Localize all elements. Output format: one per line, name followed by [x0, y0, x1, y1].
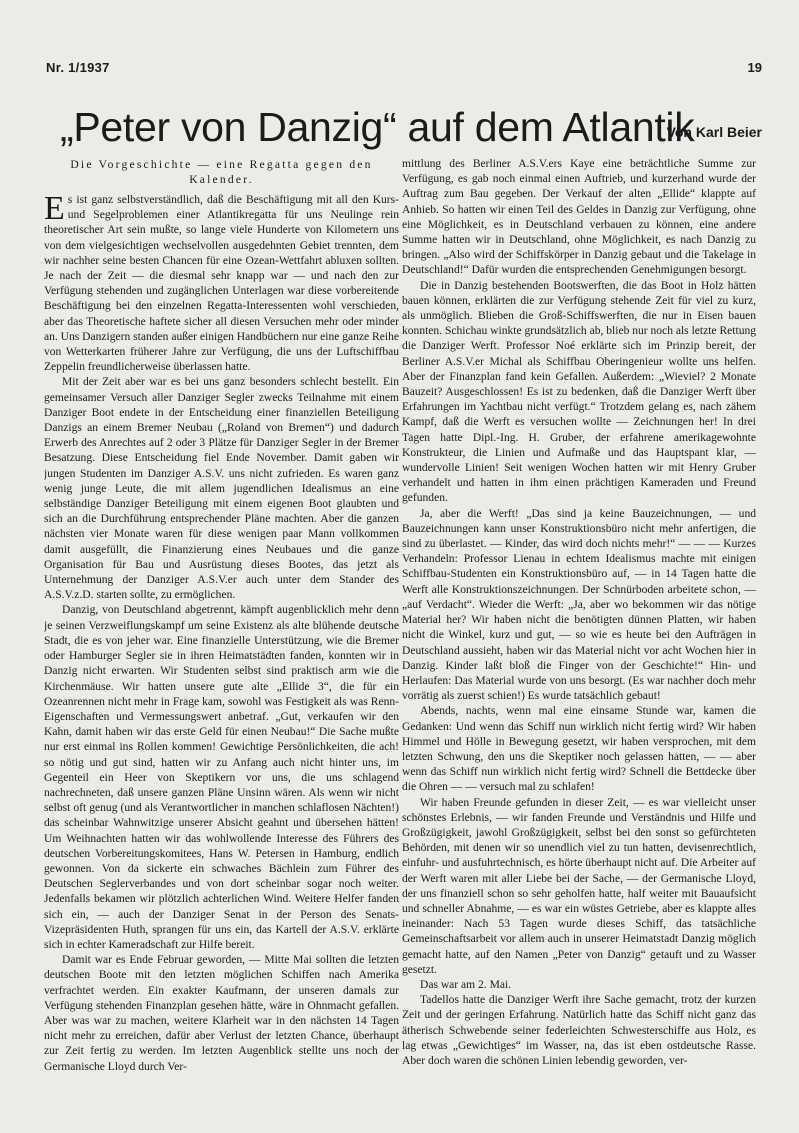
- issue-number: Nr. 1/1937: [46, 60, 110, 75]
- page-header: [46, 60, 762, 82]
- article-author: Von Karl Beier: [666, 124, 762, 140]
- paragraph: Ja, aber die Werft! „Das sind ja keine Bauzeichnungen, — und Bauzeichnungen kann unser Konstruktionsbüro nicht mehr anfertigen, die sind zu überlastet. — Kinder, das wird doch nichts mehr!“ — — — Kurzes Verhandeln: Professor Lienau in echtem Idealismus machte mit einigen Schiffbau-Studenten ein Konstruktionsbüro auf, — in 14 Tagen hatte die Werft alle Konstruktionszeichnungen. Der Schnürboden arbeitete schon, — „auf Verdacht“. Wieder die Werft: „Ja, aber wo bekommen wir das nötige Material her? Wir haben nicht die benötigten dünnen Platten, wir haben nicht die Winkel, kurz und gut, — so wie es heute bei den Aufträgen in Deutschland aussieht, haben wir das Material nicht vor acht Wochen hier in Danzig. Kinder laßt bloß die Finger von der Geschichte!“ Hin- und Herlaufen: Das Material wurde von uns besorgt. (Es war nachher doch mehr vorrätig als zuerst schien!) Es wurde tatsächlich gebaut!: [402, 507, 756, 703]
- paragraph: Es ist ganz selbstverständlich, daß die Beschäftigung mit all den Kurs- und Segelproblemen einer Atlantikregatta für uns Neulinge rein theoretischer Art sein mußte, so lange viele Hunderte von Kilometern uns von dem vielgesichtigen wechselvollen ausgedehnten Gebiet trennten, dem wir nachher seine besten Chancen für eine Ozean-Wettfahrt abluxen sollten. Je nach der Zeit — die diesmal sehr knapp war — und nach den zur Verfügung stehenden und zugänglichen Unterlagen war diese vorbereitende Beschäftigung bei den einzelnen Regatta-Interessenten wohl verschieden, aber das Theoretische haftete sicher all diesen Versuchen mehr oder minder an. Uns Danzigern standen außer einigen Handbüchern nur eine ganze Reihe von Wetterkarten früherer Jahre zur Verfügung, die uns der Luftschiffbau Zeppelin freundlicherweise überlassen hatte.: [44, 190, 399, 374]
- article-subheading: Die Vorgeschichte — eine Regatta gegen den Kalender.: [70, 158, 373, 186]
- drop-cap: E: [44, 190, 65, 227]
- paragraph: Abends, nachts, wenn mal eine einsame Stunde war, kamen die Gedanken: Und wenn das Schiff nun wirklich nicht fertig wird? Wir haben Himmel und Hölle in Bewegung gesetzt, wir haben versprochen, mit dem letzten Schwung, den uns die Skeptiker noch gelassen hatten, — — aber wenn das Schiff nun wirklich nicht fertig wird? Schnell die Bettdecke über die Ohren — — versuch mal zu schlafen!: [402, 705, 756, 794]
- paragraph: Wir haben Freunde gefunden in dieser Zeit, — es war vielleicht unser schönstes Erlebnis, — wir fanden Freunde und Verständnis und Hilfe und Großzügigkeit, jawohl Großzügigkeit, selbst bei den sonst so gefürchteten Behörden, mit denen wir so unendlich viel zu tun hatten, devisenrechtlich, einfuhr- und ausfuhrtechnisch, es hörte überhaupt nicht auf. Die Arbeiter auf der Werft waren mit aller Liebe bei der Sache, — der Germanische Lloyd, der uns finanziell schon so sehr geholfen hatte, half weiter mit Bauaufsicht und schneller Abnahme, — es war ein wüstes Getriebe, aber es klappte alles ineinander: Nach 53 Tagen wurde dieses Schiff, das tatsächliche Gemeinschaftsarbeit vor allem auch in unserer Heimatstadt Danzig möglich gemacht hatte, auf den Namen „Peter von Danzig“ getauft und zu Wasser gesetzt.: [402, 796, 756, 976]
- paragraph: Die in Danzig bestehenden Bootswerften, die das Boot in Holz hätten bauen können, erklärten die zur Verfügung stehende Zeit für viel zu kurz, als unmöglich. Blieben die Groß-Schiffswerften, die nur in Eisen bauen konnten. Schichau winkte grundsätzlich ab, blieb nur noch als letzte Rettung die Danziger Werft. Professor Noé erklärte sich im Prinzip bereit, der Berliner A.S.V.er Michal als Schiffbau Oberingenieur wollte uns helfen. Aber der Finanzplan fand kein Gefallen. Außerdem: „Wieviel? 2 Monate Bauzeit? Ausgeschlossen! Es ist zu bedenken, daß die Danziger Werft über Erfahrungen im Yachtbau nicht verfügt.“ Trotzdem gelang es, nach zähem Kampf, daß die Werft es versuchen wollte — Zeichnungen her! In drei Tagen hatte Dipl.-Ing. H. Gruber, der erfahrene amerikagewohnte Konstrukteur, die Linien und Aufmaße und das Hauptspant klar, — wundervolle Linien! Seit wenigen Wochen hatten wir mit Henry Gruber verhandelt und hatten in ihm einen prächtigen Kameraden und Freund gefunden.: [402, 279, 756, 505]
- article-title: „Peter von Danzig“ auf dem Atlantik: [60, 104, 695, 150]
- paragraph: Tadellos hatte die Danziger Werft ihre Sache gemacht, trotz der kurzen Zeit und der geringen Erfahrung. Natürlich hatte das Schiff nicht ganz das ätherisch Schwebende seiner federleichten Schwesterschiffe aus Holz, es lag etwas „Gewichtiges“ im Wasser, na, das ist eben ostdeutsche Rasse. Aber doch waren die schönen Linien lebendig geworden, ver-: [402, 994, 756, 1067]
- left-column: [44, 157, 399, 1117]
- paragraph: Damit war es Ende Februar geworden, — Mitte Mai sollten die letzten deutschen Boote mit den letzten möglichen Schiffen nach Amerika verfrachtet werden. Ein exakter Kaufmann, der unseren damals zur Verfügung stehenden Finanzplan gesehen hätte, wäre in Ohnmacht gefallen. Aber was war zu machen, weitere Klarheit war in den nächsten 14 Tagen nicht mehr zu erreichen, dafür aber Verlust der letzten Chance, überhaupt zur Zeit fertig zu werden. Im letzten Augenblick stellte uns noch der Germanische Lloyd durch Ver-: [44, 954, 399, 1073]
- paragraph: Mit der Zeit aber war es bei uns ganz besonders schlecht bestellt. Ein gemeinsamer Versuch aller Danziger Segler zwecks Teilnahme mit einem Danziger Boot endete in der Entscheidung einer finanziellen Beteiligung Danzigs an einem Bremer Neubau („Roland von Bremen“) und dadurch Erwerb des Anrechtes auf 2 oder 3 Plätze für Danziger Segler in der Bremer Besatzung. Diese Entscheidung fiel Ende November. Damit gaben wir jungen Studenten im Danziger A.S.V. uns nicht zufrieden. Es waren ganz wenig junge Leute, die mit allem jugendlichen Idealismus an eine selbständige Danziger Beteiligung mit einem eigenen Boot glaubten und sich an die Durchführung entsprechender Pläne machten. Aber die ganzen nächsten vier Monate waren für diese wenigen paar Mann vollkommen damit ausgefüllt, die Finanzierung eines Neubaues und die ganze Organisation für Bau und Ausrüstung dieses Bootes, das jetzt als Unternehmung der Danziger A.S.V.er auch unter dem Stander des A.S.V.z.D. starten sollte, zu ermöglichen.: [44, 376, 399, 602]
- paragraph: mittlung des Berliner A.S.V.ers Kaye eine beträchtliche Summe zur Verfügung, es gab noch einmal einen Auftrieb, und kurzerhand wurde der Auftrag zum Bau gegeben. Der Verkauf der alten „Ellide“ klappte auf Anhieb. So hatten wir einen Teil des Geldes in Danzig zur Verfügung, ohne eine Möglichkeit, es in Deutschland verbauen zu können, eine andere Summe hatten wir in Deutschland, ohne Möglichkeit, es nach Danzig zu bringen. „Also wird der Schiffskörper in Danzig gebaut und die Takelage in Deutschland!“ Dafür wurden die entsprechenden Genehmigungen besorgt.: [402, 158, 756, 277]
- paragraph: Danzig, von Deutschland abgetrennt, kämpft augenblicklich mehr denn je seinen Verzweiflungskampf um seine Existenz als alte blühende deutsche Stadt, die es von jeher war. Eine finanzielle Unterstützung, wie die Bremer oder Hamburger Segler sie in ihren Heimatstädten fanden, konnten wir in Danzig nicht erwarten. Wir Studenten selbst sind praktisch arm wie die Kirchenmäuse. Wir hatten unsere gute alte „Ellide 3“, die für ein Ozeanrennen nicht mehr in Frage kam, sowohl was Festigkeit als was Renn-Eigenschaften und Vermessungswert anbetraf. „Gut, verkaufen wir den Kahn, damit haben wir das erste Geld für einen Neubau!“ Die Sache mußte nur erst einmal ins Rollen kommen! Gewichtige Persönlichkeiten, die ach! so nötig und gut sind, hatten wir zu Anfang auch nicht hinter uns, im Gegenteil ein Heer von Skeptikern vor uns, die uns schlagend nachrechneten, daß unsere ganzen Pläne Unsinn wären. Als wenn wir nicht selbst oft genug (und als Verantwortlicher in manchen schlaflosen Nächten!) das scheinbar Wahnwitzige unserer Absicht geahnt und übersehen hätten! Um Weihnachten hatten wir das wohlwollende Interesse des Führers des deutschen Vorbereitungskomitees, Hans W. Petersen in Hamburg, endlich gewonnen. Von da sickerte ein schwaches Bächlein zum Führer des Deutschen Seglerverbandes und von dort scheinbar sogar noch weiter. Jedenfalls bekamen wir plötzlich achterlichen Wind. Weitere Helfer fanden sich ein, — auch der Danziger Senat in der Person des Senats-Vizepräsidenten Huth, sprangen für uns ein, das Kartell der A.S.V. erklärte sich in echter Kameradschaft zur Hilfe bereit.: [44, 604, 399, 951]
- page-number: 19: [747, 60, 762, 75]
- right-column: [402, 157, 756, 1117]
- paragraph: Das war am 2. Mai.: [420, 978, 512, 991]
